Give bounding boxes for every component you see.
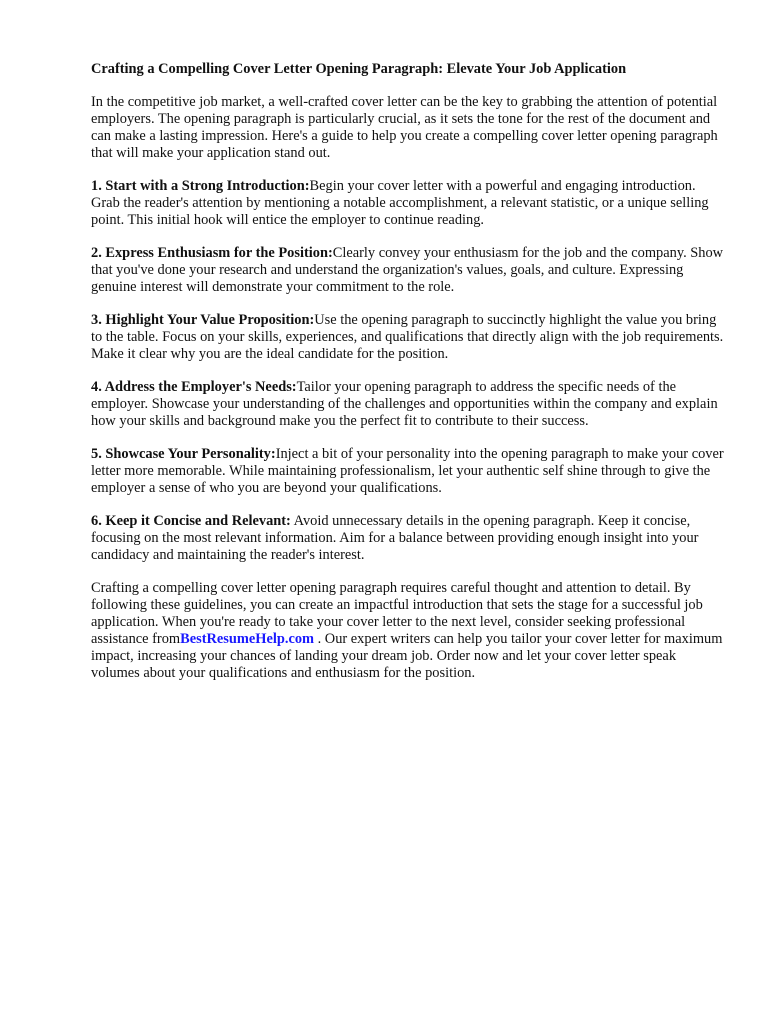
closing-paragraph [91,580,727,682]
point-6-text: Avoid unnecessary details in the opening paragraph. Keep it concise, focusing on the most relevant information. Aim for a balance between providing enough insight into your candidacy and maintaining the reader's interest. [91,513,699,563]
point-6-heading: 6. Keep it Concise and Relevant: [91,513,291,529]
document-title: Crafting a Compelling Cover Letter Opening Paragraph: Elevate Your Job Application [91,61,627,77]
point-2 [91,245,727,296]
closing-text-after: . Our expert writers can help you tailor your cover letter for maximum impact, increasing your chances of landing your dream job. Order now and let your cover letter speak volumes about your qualifications and enthusiasm for the position. [91,631,723,681]
point-4-text: Tailor your opening paragraph to address the specific needs of the employer. Showcase your understanding of the challenges and opportunities within the company and explain how your skills and background make you the perfect fit to contribute to their success. [91,379,718,429]
point-3 [91,312,727,363]
point-5-heading: 5. Showcase Your Personality: [91,446,276,462]
point-2-heading: 2. Express Enthusiasm for the Position: [91,245,333,261]
point-3-heading: 3. Highlight Your Value Proposition: [91,312,315,328]
point-4-heading: 4. Address the Employer's Needs: [91,379,297,395]
closing-text-before: Crafting a compelling cover letter opening paragraph requires careful thought and attention to detail. By following these guidelines, you can create an impactful introduction that sets the stage for a successful job application. When you're ready to take your cover letter to the next level, consider seeking professional assistance from [91,580,703,647]
point-6 [91,513,727,564]
point-4 [91,379,727,430]
point-1 [91,178,727,229]
intro-paragraph: In the competitive job market, a well-crafted cover letter can be the key to grabbing the attention of potential employers. The opening paragraph is particularly crucial, as it sets the tone for the rest of the document and can make a lasting impression. Here's a guide to help you create a compelling cover letter opening paragraph that will make your application stand out. [91,94,718,161]
document-page [91,61,727,682]
point-5-text: Inject a bit of your personality into the opening paragraph to make your cover letter more memorable. While maintaining professionalism, let your authentic self shine through to give the employer a sense of who you are beyond your qualifications. [91,446,724,496]
bestresumehelp-link[interactable]: BestResumeHelp.com [180,631,315,647]
point-1-heading: 1. Start with a Strong Introduction: [91,178,310,194]
point-2-text: Clearly convey your enthusiasm for the job and the company. Show that you've done your research and understand the organization's values, goals, and culture. Expressing genuine interest will demonstrate your commitment to the role. [91,245,724,295]
point-5 [91,446,727,497]
point-3-text: Use the opening paragraph to succinctly highlight the value you bring to the table. Focus on your skills, experiences, and qualifications that directly align with the job requirements. Make it clear why you are the ideal candidate for the position. [91,312,724,362]
point-1-text: Begin your cover letter with a powerful and engaging introduction. Grab the reader's attention by mentioning a notable accomplishment, a relevant statistic, or a unique selling point. This initial hook will entice the employer to continue reading. [91,178,709,228]
